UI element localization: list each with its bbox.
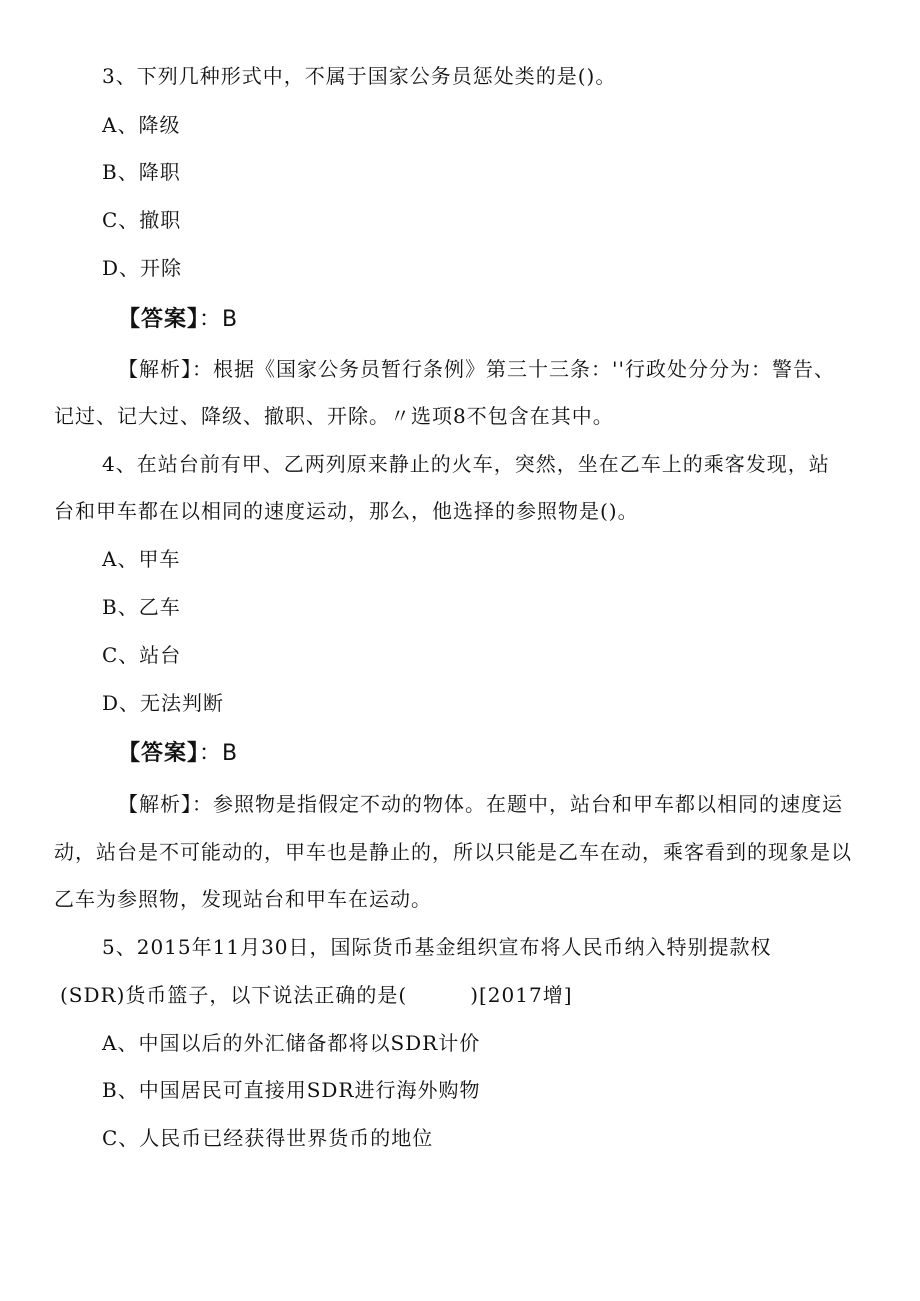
option-a: A、中国以后的外汇储备都将以SDR计价 (102, 1031, 481, 1055)
option-b: B、乙车 (102, 595, 181, 619)
option-d: D、开除 (102, 256, 183, 280)
analysis-line: 乙车为参照物，发现站台和甲车在运动。 (54, 887, 432, 911)
answer-label: 【答案】 (118, 741, 200, 766)
analysis-line: 【解析】：参照物是指假定不动的物体。在题中，站台和甲车都以相同的速度运 (118, 792, 843, 816)
answer-value: ：B (199, 741, 239, 766)
question-stem: 台和甲车都在以相同的速度运动，那么，他选择的参照物是()。 (54, 499, 639, 523)
answer-line (118, 306, 238, 334)
analysis-line: 【解析】：根据《国家公务员暂行条例》第三十三条：''行政处分分为：警告、 (118, 357, 835, 381)
answer-line (118, 740, 238, 768)
option-c: C、人民币已经获得世界货币的地位 (102, 1126, 434, 1150)
question-stem: (SDR)货币篮子，以下说法正确的是( )[2017增] (60, 983, 573, 1007)
answer-label: 【答案】 (118, 307, 200, 332)
option-a: A、甲车 (102, 547, 181, 571)
analysis-line: 动，站台是不可能动的，甲车也是静止的，所以只能是乙车在动，乘客看到的现象是以 (54, 840, 852, 864)
answer-value: ：B (199, 307, 239, 332)
analysis-line: 记过、记大过、降级、撤职、开除。〃选项8不包含在其中。 (54, 404, 614, 428)
question-stem: 4、在站台前有甲、乙两列原来静止的火车，突然，坐在乙车上的乘客发现，站 (102, 452, 830, 476)
option-d: D、无法判断 (102, 691, 225, 715)
question-stem: 5、2015年11月30日，国际货币基金组织宣布将人民币纳入特别提款权 (102, 935, 772, 959)
option-c: C、撤职 (102, 208, 182, 232)
question-stem: 3、下列几种形式中，不属于国家公务员惩处类的是()。 (102, 64, 617, 88)
option-b: B、中国居民可直接用SDR进行海外购物 (102, 1078, 481, 1102)
option-c: C、站台 (102, 643, 182, 667)
option-b: B、降职 (102, 160, 181, 184)
option-a: A、降级 (102, 113, 181, 137)
